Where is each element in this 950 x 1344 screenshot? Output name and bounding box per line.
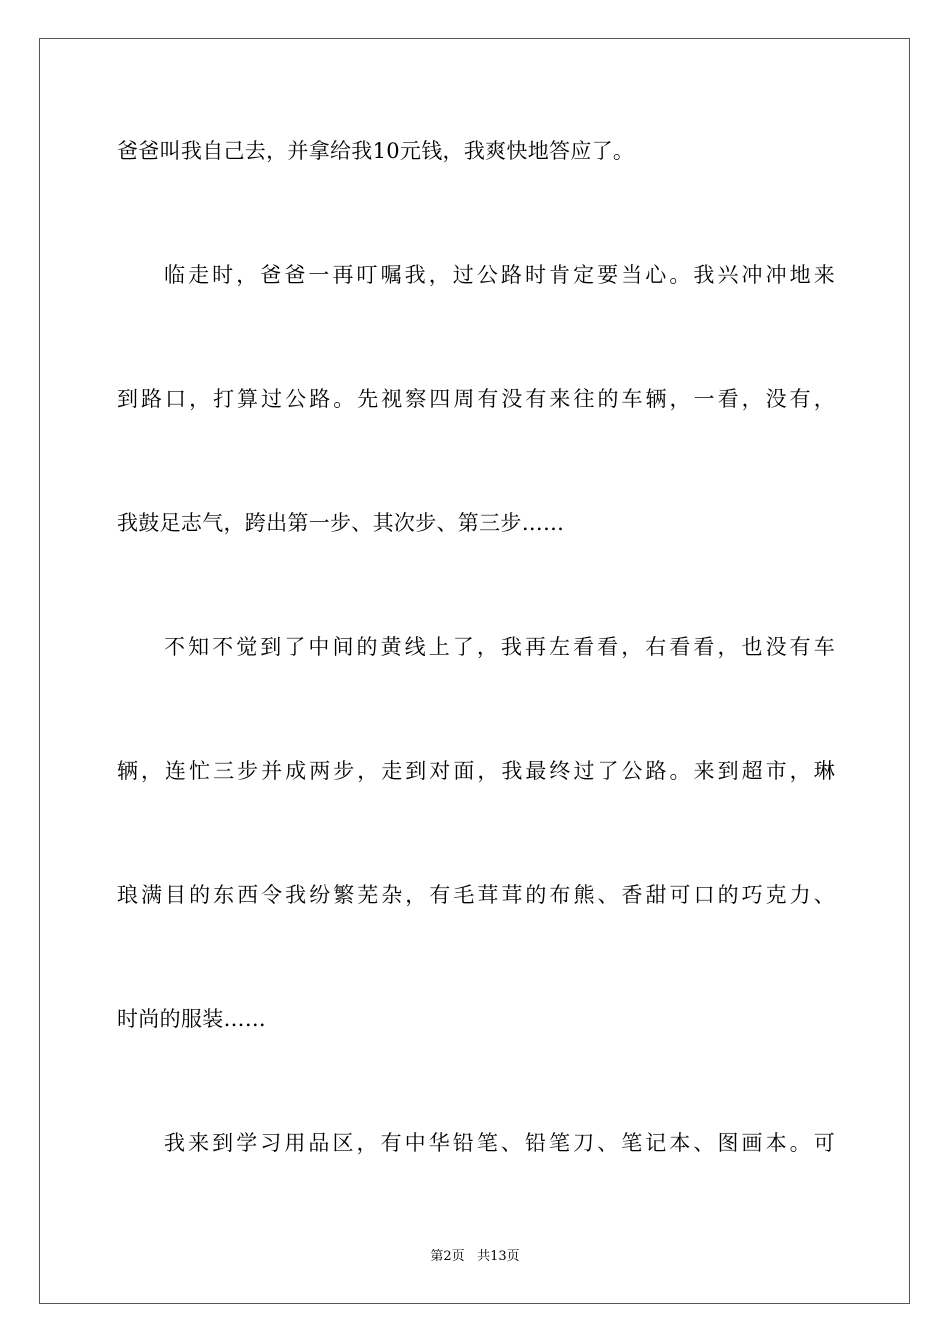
paragraph-line: 辆，连忙三步并成两步，走到对面，我最终过了公路。来到超市，琳 — [117, 759, 835, 783]
paragraph-line: 到路口，打算过公路。先视察四周有没有来往的车辆，一看，没有， — [117, 387, 835, 411]
page-footer — [0, 1248, 950, 1266]
page-total: 共13页 — [477, 1249, 520, 1264]
paragraph-line: 琅满目的东西令我纷繁芜杂，有毛茸茸的布熊、香甜可口的巧克力、 — [117, 883, 835, 907]
paragraph-line: 临走时，爸爸一再叮嘱我，过公路时肯定要当心。我兴冲冲地来 — [164, 263, 835, 287]
paragraph-line: 不知不觉到了中间的黄线上了，我再左看看，右看看，也没有车 — [164, 635, 835, 659]
page-number: 第2页 — [430, 1249, 465, 1264]
page-frame — [39, 38, 910, 1304]
paragraph-line: 我来到学习用品区，有中华铅笔、铅笔刀、笔记本、图画本。可 — [164, 1131, 835, 1155]
paragraph-line: 时尚的服装…… — [117, 1007, 267, 1031]
paragraph-line: 爸爸叫我自己去，并拿给我10元钱，我爽快地答应了。 — [117, 139, 635, 163]
paragraph-line: 我鼓足志气，跨出第一步、其次步、第三步…… — [117, 511, 565, 535]
